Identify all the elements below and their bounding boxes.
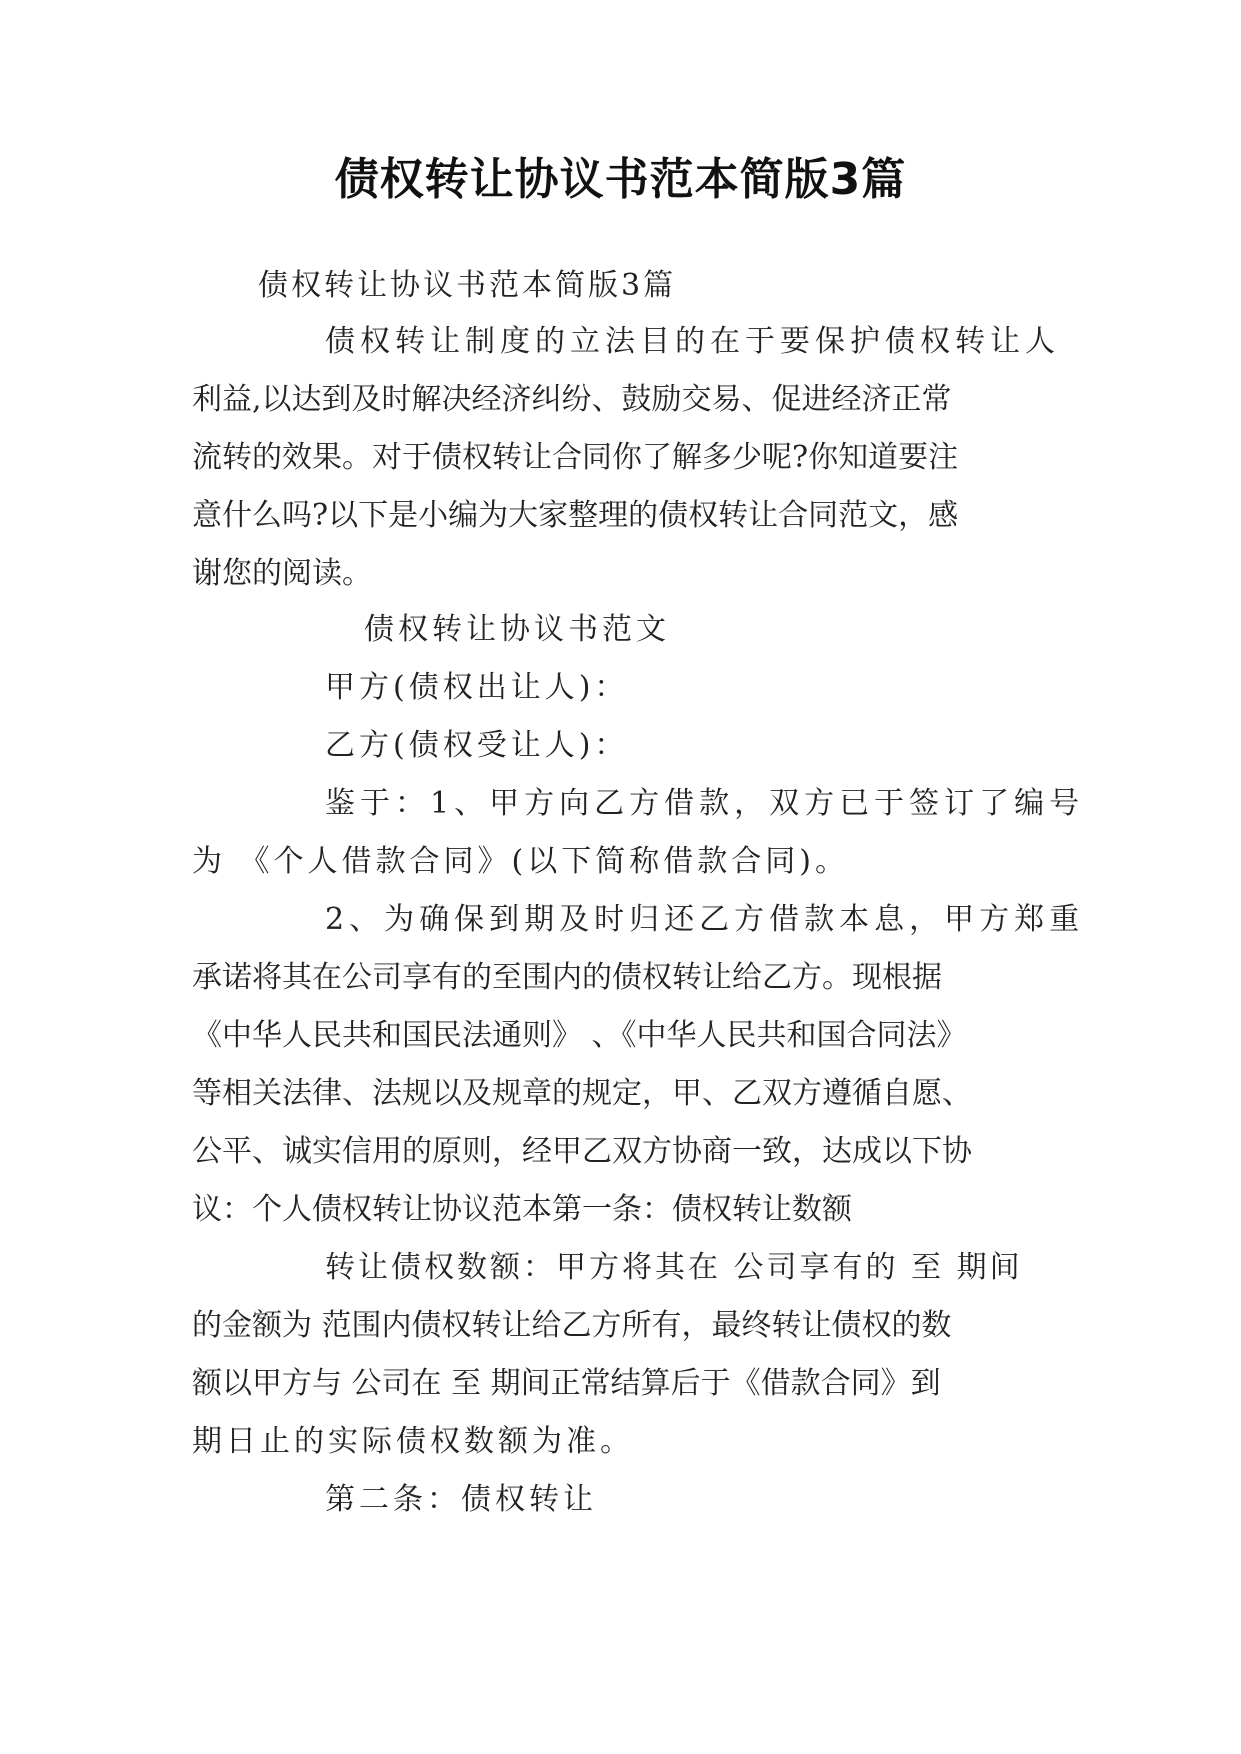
party-b-line: 乙方(债权受让人)： bbox=[325, 728, 629, 763]
paragraph-line: 额以甲方与 公司在 至 期间正常结算后于《借款合同》到 bbox=[192, 1366, 941, 1401]
section-heading: 债权转让协议书范文 bbox=[364, 612, 670, 647]
paragraph-line: 等相关法律、法规以及规章的规定，甲、乙双方遵循自愿、 bbox=[192, 1076, 972, 1111]
paragraph-line: 债权转让制度的立法目的在于要保护债权转让人 bbox=[325, 324, 1060, 359]
paragraph-line: 鉴于：1、甲方向乙方借款，双方已于签订了编号 bbox=[325, 786, 1085, 821]
subtitle-line: 债权转让协议书范本简版3篇 bbox=[258, 268, 677, 303]
section-heading: 第二条：债权转让 bbox=[325, 1482, 597, 1517]
paragraph-line: 的金额为 范围内债权转让给乙方所有，最终转让债权的数 bbox=[192, 1308, 952, 1343]
paragraph-line: 流转的效果。对于债权转让合同你了解多少呢?你知道要注 bbox=[192, 440, 959, 475]
paragraph-line: 议：个人债权转让协议范本第一条：债权转让数额 bbox=[192, 1192, 852, 1227]
paragraph-line: 公平、诚实信用的原则，经甲乙双方协商一致，达成以下协 bbox=[192, 1134, 972, 1169]
paragraph-line: 转让债权数额：甲方将其在 公司享有的 至 期间 bbox=[325, 1250, 1023, 1285]
paragraph-line: 为 《个人借款合同》(以下简称借款合同)。 bbox=[192, 844, 849, 879]
paragraph-line: 谢您的阅读。 bbox=[192, 556, 372, 591]
paragraph-line: 期日止的实际债权数额为准。 bbox=[192, 1424, 634, 1459]
paragraph-line: 承诺将其在公司享有的至围内的债权转让给乙方。现根据 bbox=[192, 960, 942, 995]
paragraph-line: 意什么吗?以下是小编为大家整理的债权转让合同范文，感 bbox=[192, 498, 959, 533]
paragraph-line: 《中华人民共和国民法通则》 、《中华人民共和国合同法》 bbox=[192, 1018, 967, 1053]
paragraph-line: 利益,以达到及时解决经济纠纷、鼓励交易、促进经济正常 bbox=[192, 382, 952, 417]
document-title: 债权转让协议书范本简版3篇 bbox=[334, 154, 907, 205]
party-a-line: 甲方(债权出让人)： bbox=[325, 670, 629, 705]
paragraph-line: 2、为确保到期及时归还乙方借款本息，甲方郑重 bbox=[325, 902, 1085, 937]
